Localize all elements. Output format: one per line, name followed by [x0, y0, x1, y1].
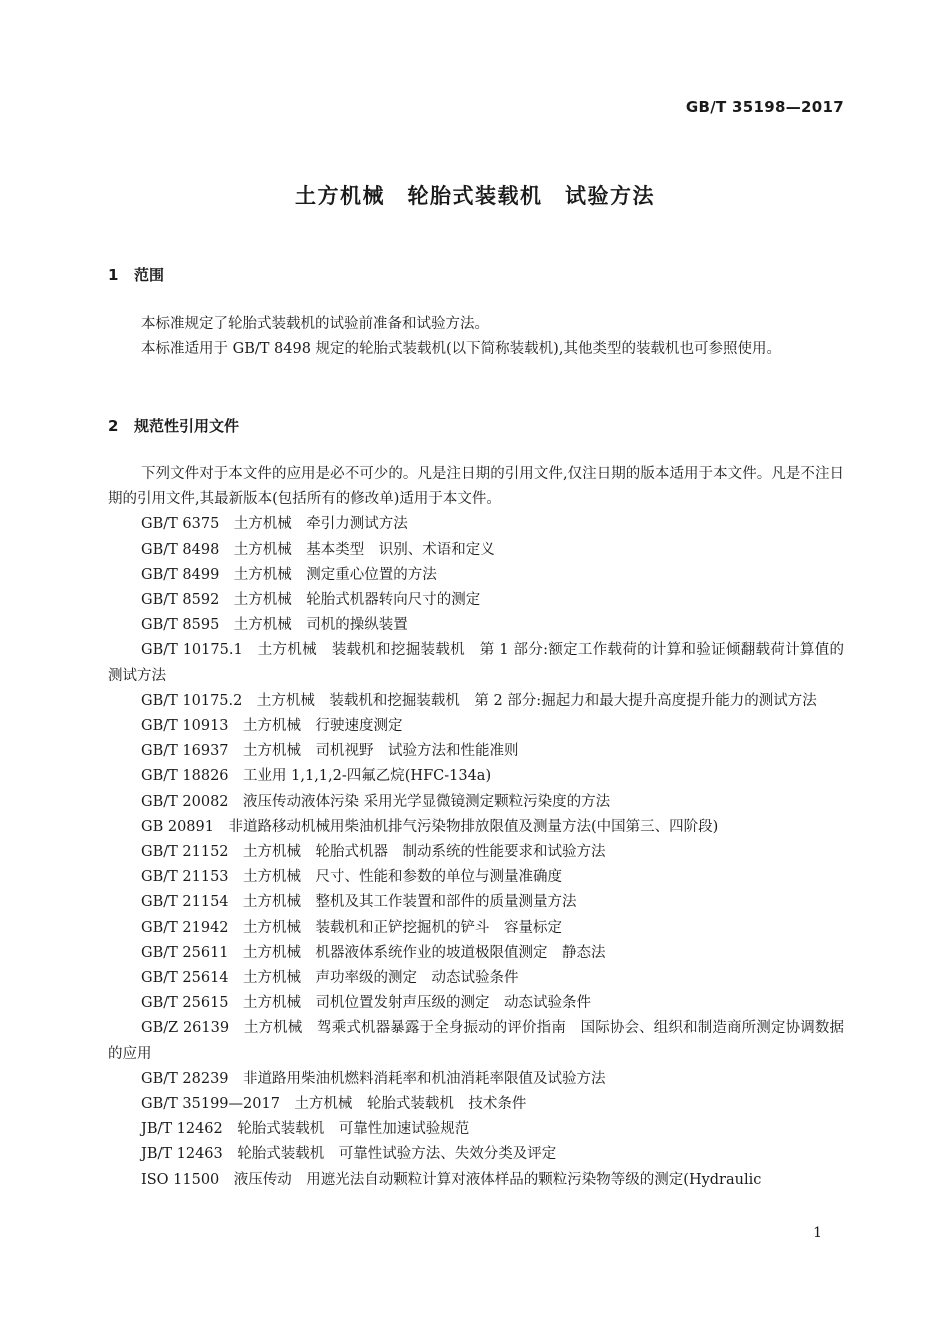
reference-item: GB/T 35199—2017 土方机械 轮胎式装载机 技术条件 [141, 1096, 527, 1113]
reference-item: GB/T 6375 土方机械 牵引力测试方法 [141, 516, 408, 533]
standard-code: GB/T 35198—2017 [685, 98, 844, 116]
section-2-number: 2 [108, 417, 119, 435]
reference-item: GB/T 25614 土方机械 声功率级的测定 动态试验条件 [141, 970, 519, 987]
reference-item: ISO 11500 液压传动 用遮光法自动颗粒计算对液体样品的颗粒污染物等级的测定(Hydraulic [141, 1171, 762, 1188]
reference-item: GB/Z 26139 土方机械 驾乘式机器暴露于全身振动的评价指南 国际协会、组织和制造商所测定协调数据的应用 [108, 1020, 844, 1062]
reference-item: GB 20891 非道路移动机械用柴油机排气污染物排放限值及测量方法(中国第三、四阶段) [141, 818, 719, 835]
reference-item: GB/T 10913 土方机械 行驶速度测定 [141, 718, 403, 735]
reference-item: GB/T 21153 土方机械 尺寸、性能和参数的单位与测量准确度 [141, 869, 563, 886]
reference-item: GB/T 16937 土方机械 司机视野 试验方法和性能准则 [141, 743, 519, 760]
reference-item: GB/T 25615 土方机械 司机位置发射声压级的测定 动态试验条件 [141, 995, 592, 1012]
section-2-heading [108, 415, 239, 436]
reference-item: GB/T 21942 土方机械 装载机和正铲挖掘机的铲斗 容量标定 [141, 919, 563, 936]
section-1-title: 范围 [134, 266, 165, 284]
reference-item: GB/T 21154 土方机械 整机及其工作装置和部件的质量测量方法 [141, 894, 577, 911]
reference-item: GB/T 25611 土方机械 机器液体系统作业的坡道极限值测定 静态法 [141, 944, 606, 961]
section-2-intro: 下列文件对于本文件的应用是必不可少的。凡是注日期的引用文件,仅注日期的版本适用于本文件。凡是不注日期的引用文件,其最新版本(包括所有的修改单)适用于本文件。 [108, 466, 844, 508]
page-number: 1 [813, 1225, 822, 1241]
reference-item: GB/T 28239 非道路用柴油机燃料消耗率和机油消耗率限值及试验方法 [141, 1070, 606, 1087]
section-2-body [108, 462, 844, 1193]
reference-list [108, 512, 844, 1192]
reference-item: GB/T 8499 土方机械 测定重心位置的方法 [141, 566, 437, 583]
section-1-heading [108, 264, 164, 285]
reference-item: GB/T 8592 土方机械 轮胎式机器转向尺寸的测定 [141, 592, 481, 609]
section-1-paragraph: 本标准规定了轮胎式装载机的试验前准备和试验方法。 [141, 316, 489, 332]
reference-item: GB/T 21152 土方机械 轮胎式机器 制动系统的性能要求和试验方法 [141, 844, 606, 861]
section-1-number: 1 [108, 266, 119, 284]
section-1-paragraph: 本标准适用于 GB/T 8498 规定的轮胎式装载机(以下简称装载机),其他类型的装载机也可参照使用。 [141, 341, 781, 358]
reference-item: JB/T 12462 轮胎式装载机 可靠性加速试验规范 [141, 1121, 470, 1138]
section-1-body [108, 312, 844, 362]
reference-item: GB/T 10175.2 土方机械 装载机和挖掘装载机 第 2 部分:掘起力和最大提升高度提升能力的测试方法 [141, 692, 817, 709]
document-title: 土方机械 轮胎式装载机 试验方法 [295, 184, 655, 208]
reference-item: GB/T 20082 液压传动液体污染 采用光学显微镜测定颗粒污染度的方法 [141, 793, 611, 810]
reference-item: GB/T 18826 工业用 1,1,1,2-四氟乙烷(HFC-134a) [141, 768, 492, 785]
reference-item: GB/T 8498 土方机械 基本类型 识别、术语和定义 [141, 541, 495, 558]
reference-item: GB/T 10175.1 土方机械 装载机和挖掘装载机 第 1 部分:额定工作载荷的计算和验证倾翻载荷计算值的测试方法 [108, 642, 844, 684]
reference-item: GB/T 8595 土方机械 司机的操纵装置 [141, 617, 408, 634]
reference-item: JB/T 12463 轮胎式装载机 可靠性试验方法、失效分类及评定 [141, 1146, 557, 1163]
section-2-title: 规范性引用文件 [134, 417, 240, 435]
